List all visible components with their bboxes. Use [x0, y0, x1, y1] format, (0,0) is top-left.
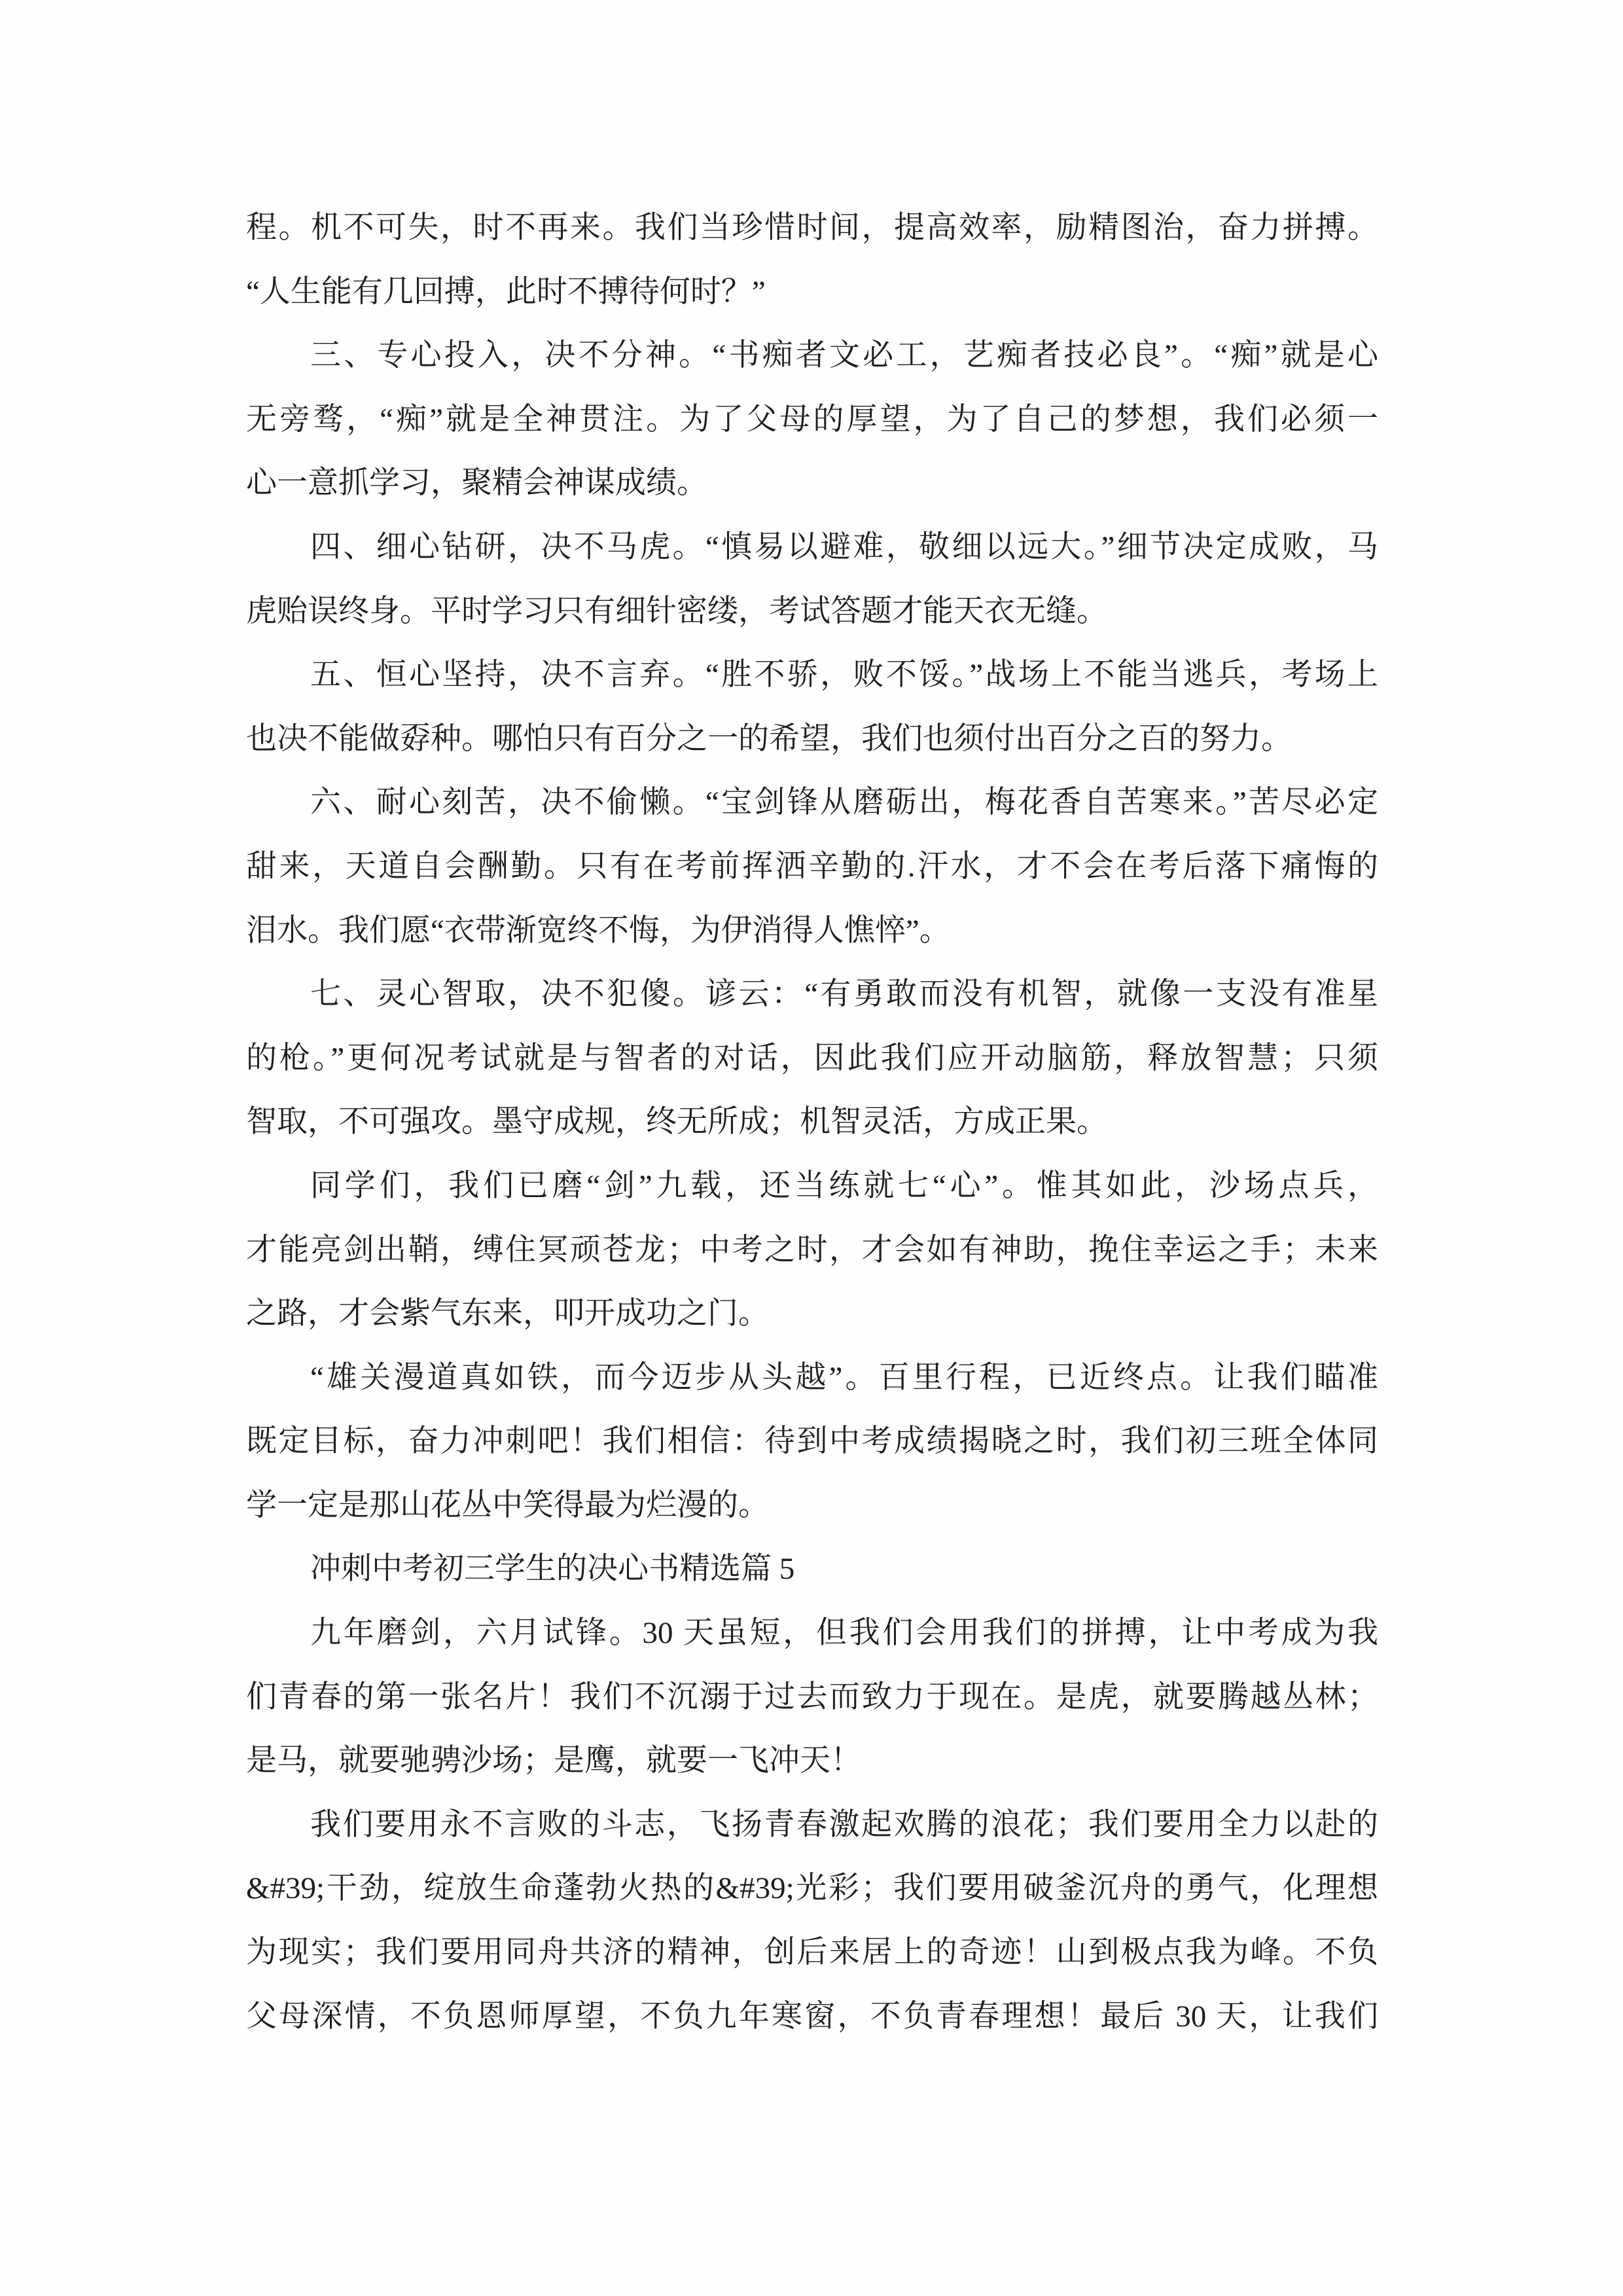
text-line: “雄关漫道真如铁，而今迈步从头越”。百里行程，已近终点。让我们瞄准	[310, 1360, 1378, 1395]
text-line: 父母深情，不负恩师厚望，不负九年寒窗，不负青春理想！最后 30 天，让我们	[246, 1999, 1378, 2034]
paragraph	[246, 1346, 1378, 1538]
text-line: 们青春的第一张名片！我们不沉溺于过去而致力于现在。是虎，就要腾越丛林；	[246, 1679, 1378, 1714]
text-line: 之路，才会紫气东来，叩开成功之门。	[246, 1297, 769, 1331]
text-line: 才能亮剑出鞘，缚住冥顽苍龙；中考之时，才会如有神助，挽住幸运之手；未来	[246, 1232, 1378, 1267]
text-line: 也决不能做孬种。哪怕只有百分之一的希望，我们也须付出百分之百的努力。	[246, 721, 1292, 756]
paragraph	[246, 643, 1378, 771]
paragraph	[246, 771, 1378, 963]
text-column	[246, 196, 1378, 2049]
text-line: 为现实；我们要用同舟共济的精神，创后来居上的奇迹！山到极点我为峰。不负	[246, 1935, 1378, 1970]
paragraph	[246, 324, 1378, 516]
text-line: 泪水。我们愿“衣带渐宽终不悔，为伊消得人憔悴”。	[246, 913, 950, 948]
text-line: 同学们，我们已磨“剑”九载，还当练就七“心”。惟其如此，沙场点兵，	[310, 1168, 1378, 1203]
text-line: 学一定是那山花丛中笑得最为烂漫的。	[246, 1488, 769, 1522]
text-line: 是马，就要驰骋沙场；是鹰，就要一飞冲天！	[246, 1744, 861, 1778]
text-line: 程。机不可失，时不再来。我们当珍惜时间，提高效率，励精图治，奋力拼搏。	[246, 211, 1378, 245]
text-line: &#39;干劲，绽放生命蓬勃火热的&#39;光彩；我们要用破釜沉舟的勇气，化理想	[246, 1871, 1378, 1906]
paragraph	[246, 516, 1378, 643]
text-line: 七、灵心智取，决不犯傻。谚云：“有勇敢而没有机智，就像一支没有准星	[310, 977, 1378, 1012]
text-line: 智取，不可强攻。墨守成规，终无所成；机智灵活，方成正果。	[246, 1105, 1107, 1139]
text-line: 五、恒心坚持，决不言弃。“胜不骄，败不馁。”战场上不能当逃兵，考场上	[310, 658, 1378, 692]
paragraph	[246, 1602, 1378, 1793]
text-line: “人生能有几回搏，此时不搏待何时？”	[246, 274, 766, 309]
text-line: 我们要用永不言败的斗志，飞扬青春激起欢腾的浪花；我们要用全力以赴的	[310, 1807, 1378, 1842]
text-line: 的枪。”更何况考试就是与智者的对话，因此我们应开动脑筋，释放智慧；只须	[246, 1041, 1378, 1075]
text-line: 九年磨剑，六月试锋。30 天虽短，但我们会用我们的拼搏，让中考成为我	[310, 1616, 1378, 1651]
text-line: 三、专心投入，决不分神。“书痴者文必工，艺痴者技必良”。“痴”就是心	[310, 338, 1378, 373]
text-line: 甜来，天道自会酬勤。只有在考前挥洒辛勤的.汗水，才不会在考后落下痛悔的	[246, 849, 1378, 884]
paragraph	[246, 1793, 1378, 2049]
text-line: 无旁骛，“痴”就是全神贯注。为了父母的厚望，为了自己的梦想，我们必须一	[246, 402, 1378, 437]
text-line: 心一意抓学习，聚精会神谋成绩。	[246, 466, 707, 501]
text-line: 四、细心钻研，决不马虎。“慎易以避难，敬细以远大。”细节决定成败，马	[310, 529, 1378, 564]
text-line: 既定目标，奋力冲刺吧！我们相信：待到中考成绩揭晓之时，我们初三班全体同	[246, 1424, 1378, 1459]
paragraph	[246, 1155, 1378, 1346]
text-line: 虎贻误终身。平时学习只有细针密缕，考试答题才能天衣无缝。	[246, 594, 1107, 628]
text-line: 六、耐心刻苦，决不偷懒。“宝剑锋从磨砺出，梅花香自苦寒来。”苦尽必定	[310, 785, 1378, 820]
paragraph	[246, 196, 1378, 324]
paragraph	[246, 963, 1378, 1155]
section-heading: 冲刺中考初三学生的决心书精选篇 5	[310, 1552, 795, 1587]
